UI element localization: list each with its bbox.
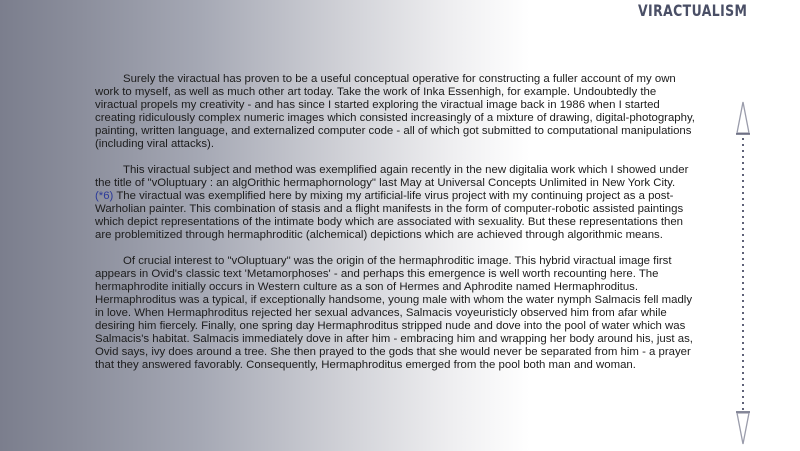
- paragraph-3: Of crucial interest to "vOluptuary" was the origin of the hermaphroditic image. This hybrid viractual image first appears in Ovid's classic text 'Metamorphoses' - and perhaps this emergence is well worth recounting here. The hermaphrodite initially occurs in Western culture as a son of Hermes and Aphrodite named Hermaphroditus. Hermaphroditus was a typical, if exceptionally handsome, young male with whom the water nymph Salmacis fell madly in love. When Hermaphroditus rejected her sexual advances, Salmacis voyeuristicly observed him from afar while desiring him fiercely. Finally, one spring day Hermaphroditus stripped nude and dove into the pool of water which was Salmacis's habitat. Salmacis immediately dove in after him - embracing him and wrapping her body around his, just as, Ovid says, ivy does around a tree. She then prayed to the gods that she would never be separated from him - a prayer that they answered favorably. Consequently, Hermaphroditus emerged from the pool both man and woman.: [95, 255, 693, 371]
- paragraph-2-text-after: The viractual was exemplified here by mixing my artificial-life virus project with my continuing project as a post-Warholian painter. This combination of stasis and a flight manifests in the form of computer-robotic assisted paintings which depict representations of the intimate body which are associated with sexuality. But these representations then are problemitized through hermaphroditic (alchemical) depictions which are achieved through algorithmic means.: [95, 190, 684, 241]
- site-title: VIRACTUALISM: [638, 1, 748, 20]
- scroll-track-dots[interactable]: [742, 138, 744, 410]
- scroll-down-button[interactable]: [733, 410, 753, 446]
- paragraph-2-text-before: This viractual subject and method was exemplified again recently in the new digitalia work which I showed under the title of "vOluptuary : an algOrithic hermaphornology" last May at Universal Concepts Unlimited in New York City.: [95, 164, 689, 189]
- paragraph-1: Surely the viractual has proven to be a useful conceptual operative for constructing a fuller account of my own work to myself, as well as much other art today. Take the work of Inka Essenhigh, for example. Undoubtedly the viractual propels my creativity - and has since I started exploring the viractual image back in 1986 when I started creating ridiculously complex numeric images which consisted increasingly of a mixture of drawing, digital-photography, painting, written language, and externalized computer code - all of which got submitted to computational manipulations (including viral attacks).: [95, 73, 695, 150]
- footnote-link-6[interactable]: (*6): [95, 190, 114, 202]
- scroll-control[interactable]: [733, 100, 753, 446]
- scroll-up-button[interactable]: [733, 100, 753, 136]
- arrow-down-icon: [733, 410, 753, 446]
- article-body: [95, 73, 695, 385]
- arrow-up-icon: [733, 100, 753, 136]
- paragraph-2: [95, 164, 695, 242]
